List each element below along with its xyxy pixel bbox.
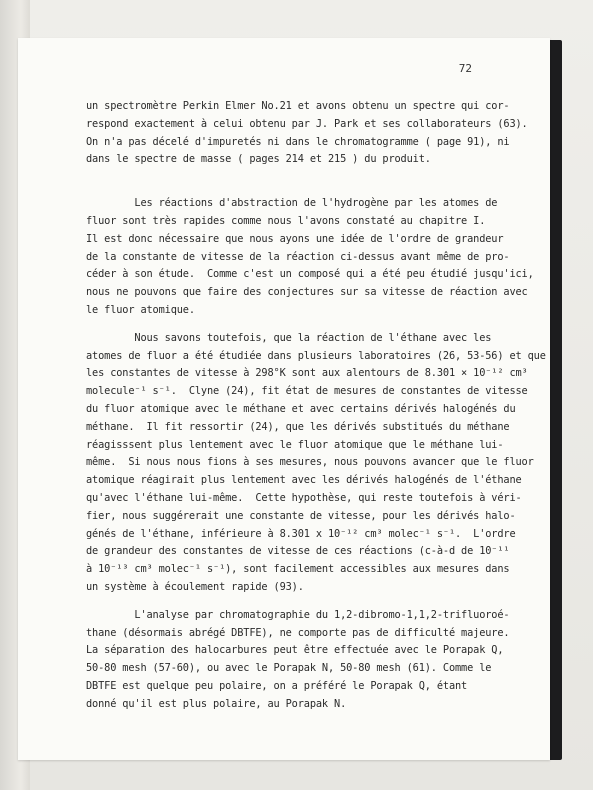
text-line: même. Si nous nous fions à ses mesures, nous pouvons avancer que le fluor (86, 456, 534, 469)
text-line: le fluor atomique. (86, 303, 195, 316)
text-line: de grandeur des constantes de vitesse de ces réactions (c-à-d de 10⁻¹¹ (86, 545, 510, 558)
text-line: un système à écoulement rapide (93). (86, 580, 304, 593)
text-line: qu'avec l'éthane lui-même. Cette hypothèse, qui reste toutefois à véri- (86, 491, 522, 504)
text-line: molecule⁻¹ s⁻¹. Clyne (24), fit état de mesures de constantes de vitesse (86, 385, 528, 398)
page-body (86, 98, 546, 714)
text-line: thane (désormais abrégé DBTFE), ne comporte pas de difficulté majeure. (86, 626, 510, 639)
text-line: atomique réagirait plus lentement avec les dérivés halogénés de l'éthane (86, 474, 522, 487)
document-page (18, 38, 550, 760)
text-line: Nous savons toutefois, que la réaction de l'éthane avec les (86, 331, 492, 344)
text-line: respond exactement à celui obtenu par J. Park et ses collaborateurs (63). (86, 117, 528, 130)
paragraph-chromatography (86, 607, 510, 714)
text-line: de la constante de vitesse de la réaction ci-dessus avant même de pro- (86, 250, 510, 263)
text-line: méthane. Il fit ressortir (24), que les dérivés substitués du méthane (86, 420, 510, 433)
paragraph-abstraction (86, 195, 534, 320)
text-line: céder à son étude. Comme c'est un composé qui a été peu étudié jusqu'ici, (86, 268, 534, 281)
text-line: du fluor atomique avec le méthane et avec certains dérivés halogénés du (86, 402, 516, 415)
text-line: donné qu'il est plus polaire, au Porapak N. (86, 697, 347, 710)
text-line: à 10⁻¹³ cm³ molec⁻¹ s⁻¹), sont facilement accessibles aux mesures dans (86, 563, 510, 576)
text-line: nous ne pouvons que faire des conjectures sur sa vitesse de réaction avec (86, 286, 528, 299)
text-line: fier, nous suggérerait une constante de vitesse, pour les dérivés halo- (86, 509, 516, 522)
paragraph-spectrum (86, 98, 528, 169)
text-line: DBTFE est quelque peu polaire, on a préféré le Porapak Q, étant (86, 679, 468, 692)
text-line: un spectromètre Perkin Elmer No.21 et avons obtenu un spectre qui cor- (86, 100, 510, 112)
text-line: 50-80 mesh (57-60), ou avec le Porapak N, 50-80 mesh (61). Comme le (86, 662, 492, 675)
text-line: fluor sont très rapides comme nous l'avons constaté au chapitre I. (86, 214, 486, 227)
text-line: Les réactions d'abstraction de l'hydrogène par les atomes de (86, 197, 498, 210)
text-line: les constantes de vitesse à 298°K sont aux alentours de 8.301 × 10⁻¹² cm³ (86, 367, 528, 380)
page-number: 72 (458, 62, 472, 75)
text-line: Il est donc nécessaire que nous ayons une idée de l'ordre de grandeur (86, 232, 504, 245)
text-line: dans le spectre de masse ( pages 214 et 215 ) du produit. (86, 153, 431, 166)
text-line: génés de l'éthane, inférieure à 8.301 x 10⁻¹² cm³ molec⁻¹ s⁻¹. L'ordre (86, 527, 516, 540)
text-line: L'analyse par chromatographie du 1,2-dibromo-1,1,2-trifluoroé- (86, 608, 510, 621)
paragraph-rate-constants (86, 330, 546, 597)
text-line: atomes de fluor a été étudiée dans plusieurs laboratoires (26, 53-56) et que (86, 349, 546, 362)
text-line: On n'a pas décelé d'impuretés ni dans le chromatogramme ( page 91), ni (86, 135, 510, 148)
text-line: La séparation des halocarbures peut être effectuée avec le Porapak Q, (86, 644, 504, 657)
text-line: réagisssent plus lentement avec le fluor atomique que le méthane lui- (86, 438, 504, 451)
